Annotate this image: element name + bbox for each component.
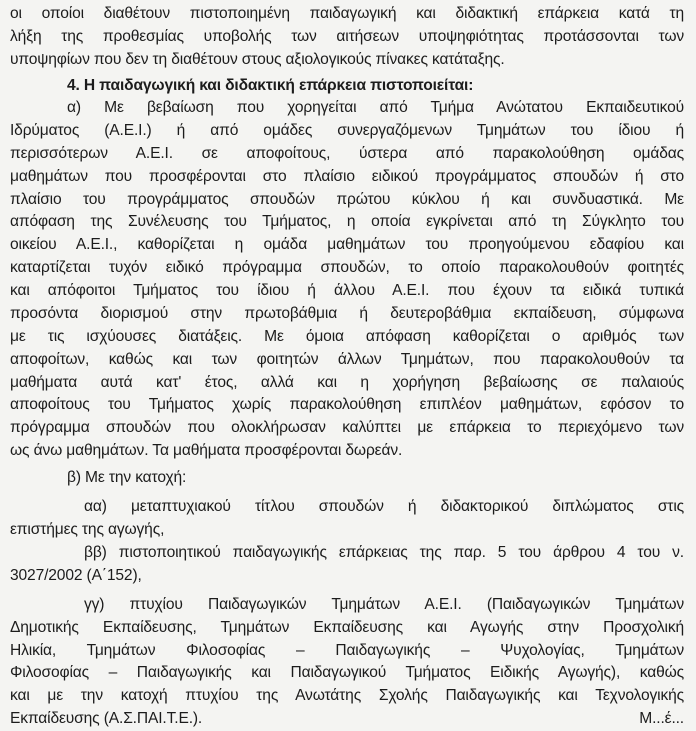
text-line-14: προσόντα διορισμού στην πρωτοβάθμια ή δευτεροβάθμια εκπαίδευση, σύμφωνα	[10, 305, 684, 322]
text-line-28: Ηλικία, Τμημάτων Φιλοσοφίας – Παιδαγωγικής – Ψυχολογίας, Τμημάτων	[10, 642, 684, 659]
text-line-7: περισσότερων Α.Ε.Ι. σε αποφοίτους, ύστερα από παρακολούθηση ομάδας	[10, 145, 684, 162]
text-line-23: επιστήμες της αγωγής,	[10, 521, 165, 538]
text-line-22: αα) μεταπτυχιακού τίτλου σπουδών ή διδακτορικού διπλώματος στις	[84, 498, 684, 515]
text-line-19: πρόγραμμα σπουδών που ολοκλήρωσαν καλύπτει με επάρκεια το περιεχόμενο των	[10, 419, 684, 436]
section-heading-4: 4. Η παιδαγωγική και διδακτική επάρκεια πιστοποιείται:	[67, 77, 474, 94]
text-line-11: οικείου Α.Ε.Ι., καθορίζεται η ομάδα μαθημάτων του προηγούμενου εδαφίου και	[10, 236, 684, 253]
text-line-27: Δημοτικής Εκπαίδευσης, Τμημάτων Εκπαίδευσης και Αγωγής στην Προσχολική	[10, 619, 684, 636]
text-line-21: β) Με την κατοχή:	[67, 469, 187, 486]
text-line-6: Ιδρύματος (Α.Ε.Ι.) ή από ομάδες συνεργαζόμενων Τμημάτων του ίδιου ή	[10, 122, 684, 139]
text-line-1: οι οποίοι διαθέτουν πιστοποιημένη παιδαγωγική και διδακτική επάρκεια κατά τη	[10, 5, 684, 22]
text-line-9: πλαίσιο του προγράμματος σπουδών πρώτου κύκλου ή και συνδυαστικά. Με	[10, 191, 684, 208]
cut-off-trailing-text: Μ...έ...	[639, 710, 684, 727]
text-line-10: απόφαση της Συνέλευσης του Τμήματος, η οποία εγκρίνεται από τη Σύγκλητο του	[10, 213, 684, 230]
text-line-30: και με την κατοχή πτυχίου της Ανωτάτης Σχολής Παιδαγωγικής και Τεχνολογικής	[10, 687, 684, 704]
text-line-25: 3027/2002 (Α΄152),	[10, 567, 142, 584]
text-line-16: αποφοίτων, καθώς και των φοιτητών άλλων Τμημάτων, που παρακολουθούν τα	[10, 351, 684, 368]
text-line-13: και απόφοιτοι Τμήματος του ίδιου ή άλλου Α.Ε.Ι. που έχουν τα ειδικά τυπικά	[10, 282, 684, 299]
text-line-18: αποφοίτους του Τμήματος χωρίς παρακολούθηση επιπλέον μαθημάτων, εφόσον το	[10, 396, 684, 413]
text-line-24: ββ) πιστοποιητικού παιδαγωγικής επάρκειας της παρ. 5 του άρθρου 4 του ν.	[84, 544, 684, 561]
text-line-12: καταρτίζεται τυχόν ειδικό πρόγραμμα σπουδών, το οποίο παρακολουθούν φοιτητές	[10, 259, 684, 276]
text-line-29: Φιλοσοφίας – Παιδαγωγικής και Παιδαγωγικού Τμήματος Ειδικής Αγωγής), καθώς	[10, 664, 684, 681]
text-line-17: μαθήματα αυτά κατ' έτος, αλλά και η χορήγηση βεβαίωσης σε παλαιούς	[10, 374, 684, 391]
text-line-5: α) Με βεβαίωση που χορηγείται από Τμήμα Ανώτατου Εκπαιδευτικού	[67, 99, 684, 116]
text-line-2: λήξη της προθεσμίας υποβολής των αιτήσεων υποψηφιότητας προτάσσονται των	[10, 28, 684, 45]
text-line-26: γγ) πτυχίου Παιδαγωγικών Τμημάτων Α.Ε.Ι. (Παιδαγωγικών Τμημάτων	[84, 596, 684, 613]
text-line-15: με τις ισχύουσες διατάξεις. Με όμοια απόφαση καθορίζεται ο αριθμός των	[10, 328, 684, 345]
text-line-8: μαθημάτων που προσφέρονται στο πλαίσιο ειδικού προγράμματος σπουδών ή στο	[10, 168, 684, 185]
text-line-20: ως άνω μαθημάτων. Τα μαθήματα προσφέρονται δωρεάν.	[10, 442, 403, 459]
text-line-31: Εκπαίδευσης (Α.Σ.ΠΑΙ.Τ.Ε.).	[10, 710, 203, 727]
text-line-3: υποψηφίων που δεν τη διαθέτουν στους αξιολογικούς πίνακες κατάταξης.	[10, 51, 505, 68]
